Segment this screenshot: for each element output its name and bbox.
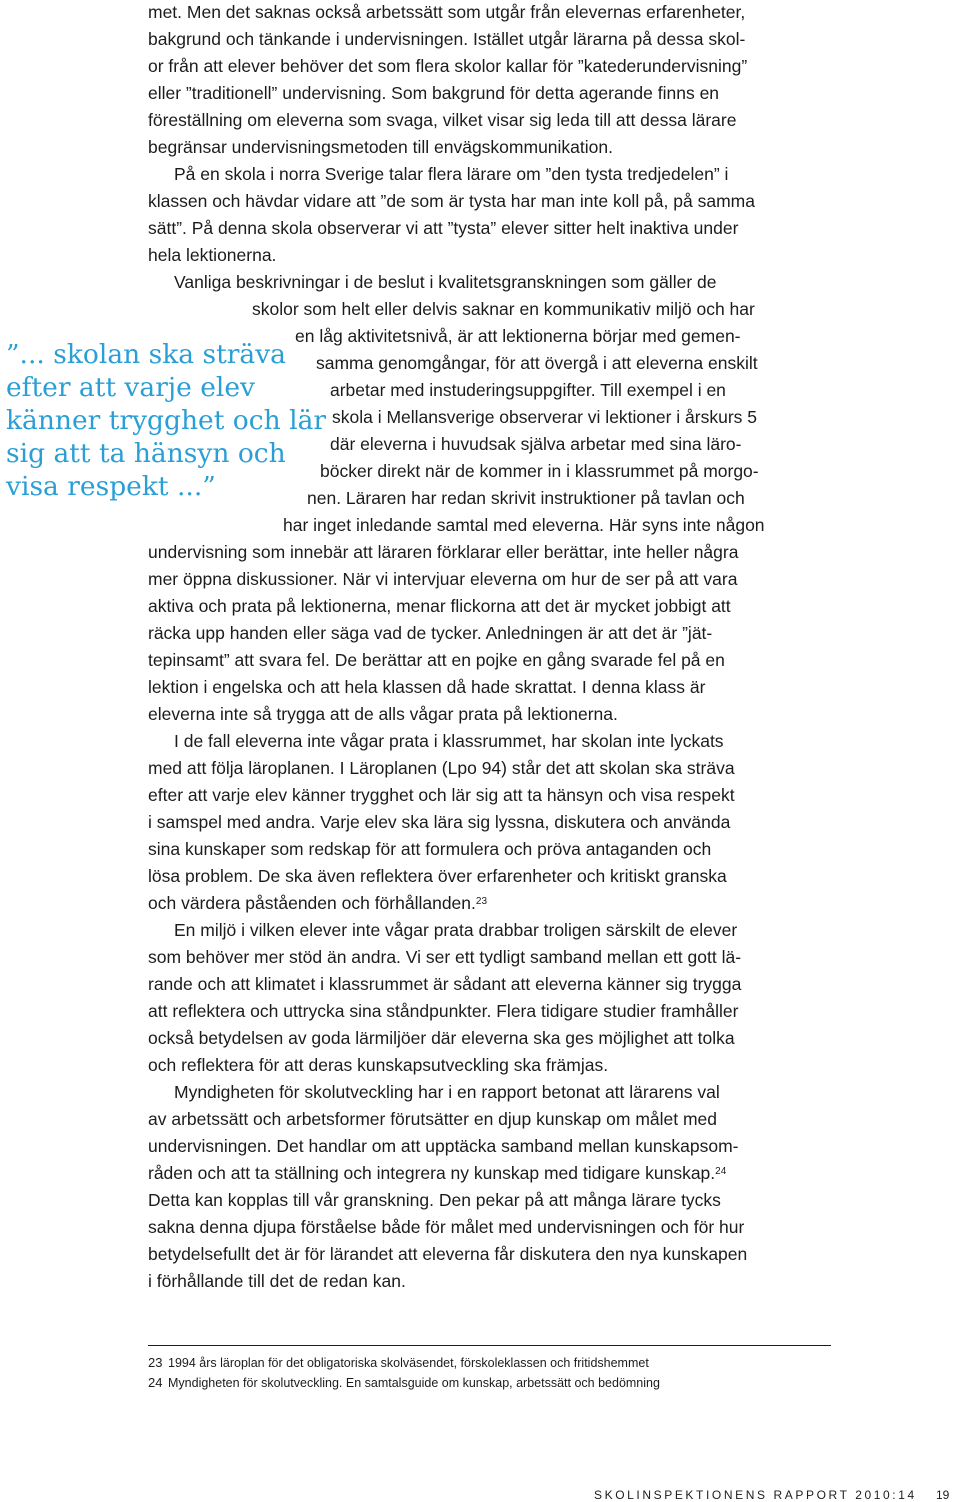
body-line: skolor som helt eller delvis saknar en kommunikativ miljö och har: [252, 299, 755, 319]
body-line: som behöver mer stöd än andra. Vi ser ett tydligt samband mellan ett gott lä-: [148, 947, 742, 967]
body-line: [148, 890, 487, 917]
body-line: att reflektera och uttrycka sina ståndpunkter. Flera tidigare studier framhåller: [148, 1001, 739, 1021]
body-line: samma genomgångar, för att övergå i att eleverna enskilt: [316, 353, 758, 373]
body-line: också betydelsen av goda lärmiljöer där eleverna ska ges möjlighet att tolka: [148, 1028, 735, 1048]
body-line: tepinsamt” att svara fel. De berättar att en pojke en gång svarade fel på en: [148, 650, 725, 670]
body-line: har inget inledande samtal med eleverna. Här syns inte någon: [283, 515, 765, 535]
footnote-number: 23: [148, 1355, 163, 1370]
body-line: undervisning som innebär att läraren förklarar eller berättar, inte heller några: [148, 542, 739, 562]
body-line: met. Men det saknas också arbetssätt som utgår från elevernas erfarenheter,: [148, 2, 746, 22]
body-line: Vanliga beskrivningar i de beslut i kvalitetsgranskningen som gäller de: [174, 272, 717, 292]
footnote-text: Myndigheten för skolutveckling. En samtalsguide om kunskap, arbetssätt och bedömning: [168, 1376, 660, 1390]
body-line: och reflektera för att deras kunskapsutveckling ska främjas.: [148, 1055, 609, 1075]
pull-quote-line: visa respekt ...”: [6, 471, 216, 502]
body-line: i förhållande till det de redan kan.: [148, 1271, 406, 1291]
body-line: räcka upp handen eller säga vad de tycker. Anledningen är att det är ”jät-: [148, 623, 713, 643]
body-line: lösa problem. De ska även reflektera över erfarenheter och kritiskt granska: [148, 866, 727, 886]
footer-report-title: SKOLINSPEKTIONENS RAPPORT 2010:14: [594, 1488, 917, 1502]
body-line: or från att elever behöver det som flera skolor kallar för ”katederundervisning”: [148, 56, 748, 76]
body-line: arbetar med instuderingsuppgifter. Till exempel i en: [330, 380, 726, 400]
body-line: bakgrund och tänkande i undervisningen. Istället utgår lärarna på dessa skol-: [148, 29, 746, 49]
body-line: där eleverna i huvudsak själva arbetar med sina läro-: [330, 434, 742, 454]
body-line: På en skola i norra Sverige talar flera lärare om ”den tysta tredjedelen” i: [174, 164, 729, 184]
body-line: skola i Mellansverige observerar vi lektioner i årskurs 5: [332, 407, 758, 427]
pull-quote-line: ”... skolan ska sträva: [6, 339, 286, 370]
body-line: med att följa läroplanen. I Läroplanen (Lpo 94) står det att skolan ska sträva: [148, 758, 735, 778]
body-line: I de fall eleverna inte vågar prata i klassrummet, har skolan inte lyckats: [174, 731, 724, 751]
body-line: aktiva och prata på lektionerna, menar flickorna att det är mycket jobbigt att: [148, 596, 731, 616]
body-line: lektion i engelska och att hela klassen då hade skrattat. I denna klass är: [148, 677, 706, 697]
body-line: Myndigheten för skolutveckling har i en rapport betonat att lärarens val: [174, 1082, 720, 1102]
pull-quote-line: känner trygghet och lär: [6, 405, 327, 436]
footnote-divider: [148, 1345, 831, 1346]
footnote-23: [148, 1355, 649, 1371]
body-line: begränsar undervisningsmetoden till envägskommunikation.: [148, 137, 613, 157]
pull-quote-line: efter att varje elev: [6, 372, 256, 403]
body-line: sätt”. På denna skola observerar vi att ”tysta” elever sitter helt inaktiva under: [148, 218, 739, 238]
body-line: i samspel med andra. Varje elev ska lära sig lyssna, diskutera och använda: [148, 812, 731, 832]
footnote-text: 1994 års läroplan för det obligatoriska skolväsendet, förskoleklassen och fritidshemmet: [168, 1356, 649, 1370]
body-line: mer öppna diskussioner. När vi intervjuar eleverna om hur de ser på att vara: [148, 569, 738, 589]
footnote-24: [148, 1375, 660, 1391]
footnote-number: 24: [148, 1375, 163, 1390]
body-line: eleverna inte så trygga att de alls vågar prata på lektionerna.: [148, 704, 618, 724]
body-line: betydelsefullt det är för lärandet att eleverna får diskutera den nya kunskapen: [148, 1244, 748, 1264]
pull-quote: [6, 338, 326, 503]
body-line: En miljö i vilken elever inte vågar prata drabbar troligen särskilt de elever: [174, 920, 738, 940]
body-line-text: råden och att ta ställning och integrera ny kunskap med tidigare kunskap.: [148, 1163, 716, 1183]
body-line: Detta kan kopplas till vår granskning. Den pekar på att många lärare tycks: [148, 1190, 721, 1210]
footnote-ref-23: 23: [475, 896, 488, 907]
body-line: av arbetssätt och arbetsformer förutsätter en djup kunskap om målet med: [148, 1109, 718, 1129]
body-line: rande och att klimatet i klassrummet är sådant att eleverna känner sig trygga: [148, 974, 742, 994]
body-line: efter att varje elev känner trygghet och lär sig att ta hänsyn och visa respekt: [148, 785, 735, 805]
body-line: klassen och hävdar vidare att ”de som är tysta har man inte koll på, på samma: [148, 191, 755, 211]
body-line: [148, 1160, 726, 1187]
body-line: föreställning om eleverna som svaga, vilket visar sig leda till att dessa lärare: [148, 110, 737, 130]
body-line: nen. Läraren har redan skrivit instruktioner på tavlan och: [307, 488, 745, 508]
body-line: eller ”traditionell” undervisning. Som bakgrund för detta agerande finns en: [148, 83, 720, 103]
footnote-ref-24: 24: [715, 1166, 727, 1177]
body-line: böcker direkt när de kommer in i klassrummet på morgo-: [320, 461, 759, 481]
pull-quote-line: sig att ta hänsyn och: [6, 438, 286, 469]
body-line: undervisningen. Det handlar om att upptäcka samband mellan kunskapsom-: [148, 1136, 739, 1156]
body-line: sina kunskaper som redskap för att formulera och pröva antaganden och: [148, 839, 712, 859]
body-line: en låg aktivitetsnivå, är att lektionerna börjar med gemen-: [295, 326, 741, 346]
body-line: sakna denna djupa förståelse både för målet med undervisningen och för hur: [148, 1217, 745, 1237]
page-number: 19: [936, 1488, 950, 1502]
body-line: hela lektionerna.: [148, 245, 277, 265]
body-line-text: och värdera påståenden och förhållanden.: [148, 893, 476, 913]
